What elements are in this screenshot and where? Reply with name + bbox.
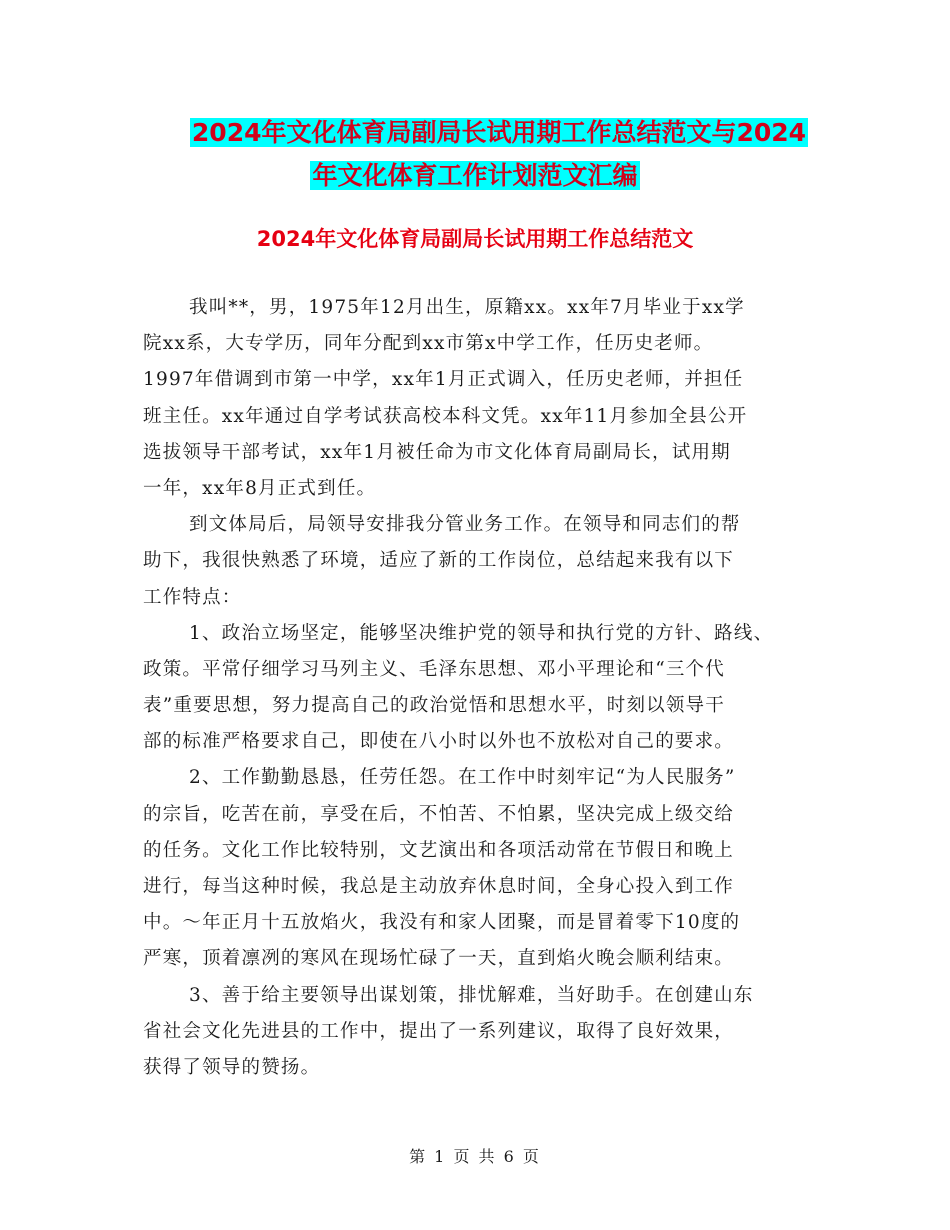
body-line: 的宗旨，吃苦在前，享受在后，不怕苦、不怕累，坚决完成上级交给 [143,803,735,825]
body-line: 1997年借调到市第一中学，xx年1月正式调入，任历史老师，并担任 [143,369,744,391]
body-line: 班主任。xx年通过自学考试获高校本科文凭。xx年11月参加全县公开 [143,405,748,427]
body-line: 3、善于给主要领导出谋划策，排忧解难，当好助手。在创建山东 [189,984,754,1006]
body-line: 我叫**，男，1975年12月出生，原籍xx。xx年7月毕业于xx学 [189,297,745,318]
body-line: 2、工作勤勤恳恳，任劳任怨。在工作中时刻牢记“为人民服务” [189,767,736,789]
document-body [143,290,833,1086]
body-line: 工作特点： [143,586,242,608]
body-line: 到文体局后，局领导安排我分管业务工作。在领导和同志们的帮 [189,514,741,536]
body-line: 1、政治立场坚定，能够坚决维护党的领导和执行党的方针、路线、 [189,622,774,644]
body-line: 政策。平常仔细学习马列主义、毛泽东思想、邓小平理论和“三个代 [143,658,725,680]
body-line: 表”重要思想，努力提高自己的政治觉悟和思想水平，时刻以领导干 [143,695,725,717]
body-line: 选拔领导干部考试，xx年1月被任命为市文化体育局副局长，试用期 [143,441,731,463]
body-line: 严寒，顶着凛冽的寒风在现场忙碌了一天，直到焰火晚会顺利结束。 [143,948,735,970]
body-line: 一年，xx年8月正式到任。 [143,477,377,499]
body-line: 部的标准严格要求自己，即使在八小时以外也不放松对自己的要求。 [143,731,735,753]
body-line: 院xx系，大专学历，同年分配到xx市第x中学工作，任历史老师。 [143,333,714,355]
section-title: 2024年文化体育局副局长试用期工作总结范文 [256,227,694,251]
body-line: 进行，每当这种时候，我总是主动放弃休息时间，全身心投入到工作 [143,876,735,897]
page-footer: 第 1 页 共 6 页 [409,1147,541,1166]
title-text-1: 2024年文化体育局副局长试用期工作总结范文与2024 [191,118,807,147]
body-line: 获得了领导的赞扬。 [143,1056,321,1078]
body-line: 助下，我很快熟悉了环境，适应了新的工作岗位，总结起来我有以下 [143,550,735,572]
body-line: 省社会文化先进县的工作中，提出了一系列建议，取得了良好效果， [143,1020,735,1042]
title-text-2: 年文化体育工作计划范文汇编 [312,161,638,190]
document-title-line-2 [0,153,950,199]
body-line: 的任务。文化工作比较特别，文艺演出和各项活动常在节假日和晚上 [143,839,735,861]
body-line: 中。～年正月十五放焰火，我没有和家人团聚，而是冒着零下10度的 [143,912,741,934]
document-title-line-1 [24,110,950,156]
